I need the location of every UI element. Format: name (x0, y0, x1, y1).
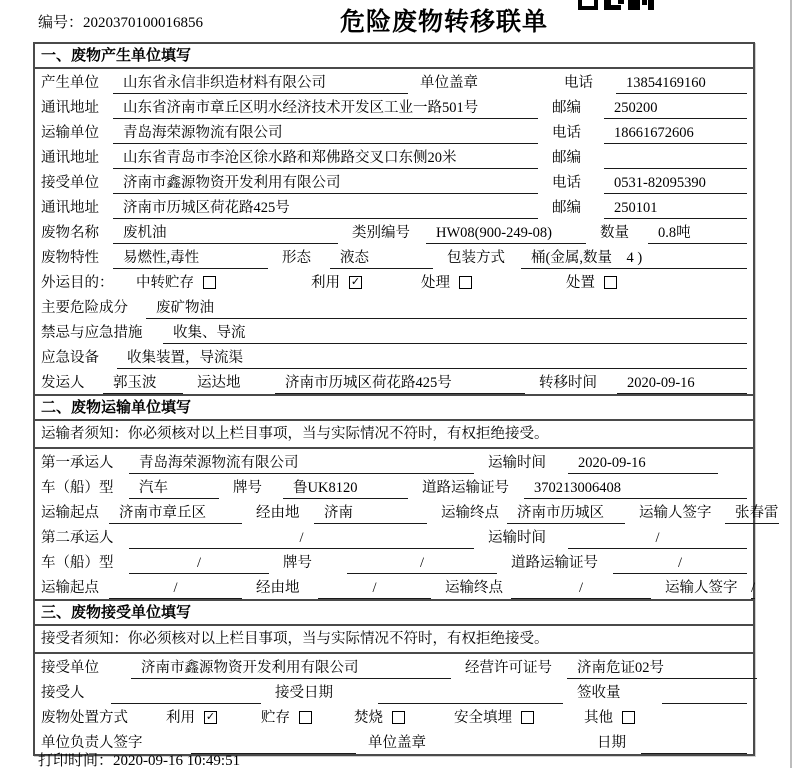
field-label: 接受单位 (41, 175, 99, 191)
checkbox-unchecked-icon (521, 711, 534, 724)
checkbox-label: 处理 (421, 275, 450, 291)
field-value: 13854169160 (616, 73, 747, 94)
field-value: / (613, 553, 747, 574)
checkbox-unchecked-icon (604, 276, 617, 289)
field-value: 2020-09-16 (617, 373, 747, 394)
section-waste-transporter (35, 394, 779, 599)
field-label: 应急设备 (41, 350, 99, 366)
field-label: 主要危险成分 (41, 300, 128, 316)
form-row (35, 319, 753, 344)
field-label: 电话 (552, 125, 581, 141)
field-value: 收集装置，导流渠 (117, 348, 747, 369)
field-value: 250200 (604, 98, 747, 119)
field-value (604, 148, 747, 169)
field-label: 禁忌与应急措施 (41, 325, 143, 341)
field-label: 接受单位 (41, 660, 99, 676)
form-row (35, 194, 753, 219)
page-edge-line (790, 0, 792, 768)
form-row (35, 269, 753, 294)
field-value: 0531-82095390 (604, 173, 747, 194)
field-value: / (318, 578, 431, 599)
field-value: 济南市鑫源物资开发利用有限公司 (113, 173, 538, 194)
field-value: 济南 (314, 503, 427, 524)
form-row (35, 704, 753, 729)
form-row (35, 474, 753, 499)
field-value: / (568, 528, 747, 549)
section-title: 二、废物运输单位填写 (35, 396, 753, 421)
section-title: 三、废物接受单位填写 (35, 601, 753, 626)
checkbox-option (584, 707, 747, 729)
form-row (35, 524, 753, 549)
serial-number-line (38, 11, 203, 32)
field-label: 转移时间 (539, 375, 597, 391)
field-value (111, 683, 261, 704)
field-label: 运输终点 (445, 580, 503, 596)
form-row (35, 344, 753, 369)
form-row (35, 294, 753, 319)
qr-code-fragment (578, 0, 654, 10)
field-label: 单位负责人签字 (41, 735, 143, 751)
checkbox-label: 利用 (311, 275, 340, 291)
field-value (662, 683, 747, 704)
document-header (0, 0, 796, 42)
field-label: 电话 (552, 175, 581, 191)
field-value: 青岛海荣源物流有限公司 (113, 123, 538, 144)
field-value: 郭玉波 (103, 373, 183, 394)
checkbox-label: 其他 (584, 710, 613, 726)
field-label: 类别编号 (352, 225, 410, 241)
form-row (35, 449, 753, 474)
field-label: 第一承运人 (41, 455, 114, 471)
spacer (718, 453, 747, 474)
field-label: 运输单位 (41, 125, 99, 141)
field-label: 产生单位 (41, 75, 99, 91)
checkbox-option (311, 272, 421, 294)
field-label: 运达地 (197, 375, 241, 391)
form-row (35, 679, 753, 704)
field-label: 废物名称 (41, 225, 99, 241)
page-title: 危险废物转移联单 (339, 9, 549, 36)
field-value: 液态 (330, 248, 433, 269)
field-value: 370213006408 (524, 478, 747, 499)
field-label: 接受人 (41, 685, 85, 701)
spacer (443, 733, 583, 754)
field-label: 废物处置方式 (41, 710, 128, 726)
static-text: 单位盖章 (368, 735, 426, 751)
field-value: 收集、导流 (163, 323, 747, 344)
field-value: 济南危证02号 (567, 658, 757, 679)
field-value: 张春雷 (725, 503, 779, 524)
field-value (641, 733, 747, 754)
field-value: 山东省济南市章丘区明水经济技术开发区工业一路501号 (113, 98, 538, 119)
serial-number: 2020370100016856 (83, 15, 204, 31)
form-row (35, 499, 779, 524)
field-label: 邮编 (552, 200, 581, 216)
field-value: / (129, 553, 269, 574)
field-value: 250101 (604, 198, 747, 219)
field-value: / (109, 578, 242, 599)
checkbox-label: 处置 (566, 275, 595, 291)
checkbox-option (354, 707, 454, 729)
field-label: 邮编 (552, 150, 581, 166)
serial-label: 编号： (38, 15, 84, 31)
field-value: / (511, 578, 651, 599)
checkbox-label: 贮存 (261, 710, 290, 726)
checkbox-option (261, 707, 354, 729)
field-label: 通讯地址 (41, 100, 99, 116)
field-label: 包装方式 (447, 250, 505, 266)
field-label: 邮编 (552, 100, 581, 116)
checkbox-unchecked-icon (392, 711, 405, 724)
field-value: 济南市历城区荷花路425号 (275, 373, 525, 394)
field-label: 经由地 (256, 580, 300, 596)
checkbox-unchecked-icon (622, 711, 635, 724)
field-label: 通讯地址 (41, 200, 99, 216)
field-label: 数量 (600, 225, 629, 241)
field-label: 废物特性 (41, 250, 99, 266)
form-row (35, 549, 753, 574)
print-time-label: 打印时间： (38, 753, 114, 769)
form-row (35, 69, 753, 94)
field-label: 运输起点 (41, 505, 99, 521)
field-label: 经营许可证号 (465, 660, 552, 676)
manifest-form (33, 42, 779, 756)
form-row (35, 94, 753, 119)
field-value: / (347, 553, 497, 574)
field-label: 运输人签字 (665, 580, 738, 596)
field-label: 道路运输证号 (511, 555, 598, 571)
checkbox-option (166, 707, 261, 729)
field-value: 废机油 (113, 223, 338, 244)
form-row (35, 654, 753, 679)
field-label: 第二承运人 (41, 530, 114, 546)
field-label: 电话 (564, 75, 593, 91)
field-value: 青岛海荣源物流有限公司 (129, 453, 474, 474)
form-row (35, 219, 753, 244)
section-waste-receiver (35, 599, 753, 754)
field-value: 济南市章丘区 (109, 503, 242, 524)
section-waste-generator (35, 44, 753, 394)
field-value: 山东省永信非织造材料有限公司 (113, 73, 408, 94)
field-label: 牌号 (233, 480, 262, 496)
checkbox-unchecked-icon (459, 276, 472, 289)
checkbox-unchecked-icon (203, 276, 216, 289)
checkbox-label: 焚烧 (354, 710, 383, 726)
checkbox-label: 中转贮存 (136, 275, 194, 291)
field-label: 接受日期 (275, 685, 333, 701)
field-value: 2020-09-16 (568, 453, 718, 474)
field-label: 发运人 (41, 375, 85, 391)
field-value: 废矿物油 (146, 298, 747, 319)
section-notice: 运输者须知：你必须核对以上栏目事项，当与实际情况不符时，有权拒绝接受。 (35, 421, 753, 449)
field-label: 签收量 (577, 685, 621, 701)
checkbox-unchecked-icon (299, 711, 312, 724)
form-row (35, 244, 753, 269)
checkbox-checked-icon: ✓ (205, 709, 216, 723)
checkbox-label: 利用 (166, 710, 195, 726)
field-value: 山东省青岛市李沧区徐水路和郑佛路交叉口东侧20米 (113, 148, 538, 169)
form-row (35, 369, 753, 394)
field-label: 形态 (282, 250, 311, 266)
checkbox-option (421, 272, 566, 294)
field-label: 车（船）型 (41, 555, 114, 571)
field-value: / (751, 578, 755, 599)
field-value: HW08(900-249-08) (426, 223, 586, 244)
section-notice: 接受者须知：你必须核对以上栏目事项，当与实际情况不符时，有权拒绝接受。 (35, 626, 753, 654)
field-label: 经由地 (256, 505, 300, 521)
checkbox-option (566, 272, 747, 294)
static-text: 单位盖章 (420, 75, 478, 91)
field-label: 运输人签字 (639, 505, 712, 521)
form-row (35, 169, 753, 194)
field-value: 18661672606 (604, 123, 747, 144)
field-value: 汽车 (129, 478, 219, 499)
checkbox-option (454, 707, 584, 729)
field-label: 运输终点 (441, 505, 499, 521)
field-value: 0.8吨 (648, 223, 747, 244)
field-label: 日期 (597, 735, 626, 751)
field-label: 车（船）型 (41, 480, 114, 496)
checkbox-label: 安全填埋 (454, 710, 512, 726)
field-label: 道路运输证号 (422, 480, 509, 496)
field-value (378, 683, 563, 704)
field-value: 桶(金属,数量 4 ) (521, 248, 747, 269)
section-title: 一、废物产生单位填写 (35, 44, 753, 69)
field-value: / (129, 528, 474, 549)
field-value: 济南市历城区荷花路425号 (113, 198, 538, 219)
field-value: 济南市历城区 (507, 503, 625, 524)
form-row (35, 144, 753, 169)
field-label: 运输时间 (488, 455, 546, 471)
field-label: 外运目的： (41, 275, 114, 291)
form-row (35, 119, 753, 144)
print-time-line (38, 749, 240, 770)
field-label: 运输时间 (488, 530, 546, 546)
field-label: 通讯地址 (41, 150, 99, 166)
field-value: 济南市鑫源物资开发利用有限公司 (131, 658, 451, 679)
field-label: 运输起点 (41, 580, 99, 596)
field-value: 鲁UK8120 (283, 478, 408, 499)
checkbox-option (136, 272, 311, 294)
print-time-value: 2020-09-16 10:49:51 (113, 753, 241, 769)
field-value: 易燃性,毒性 (113, 248, 268, 269)
field-label: 牌号 (283, 555, 312, 571)
checkbox-checked-icon: ✓ (350, 274, 361, 288)
form-row (35, 574, 756, 599)
